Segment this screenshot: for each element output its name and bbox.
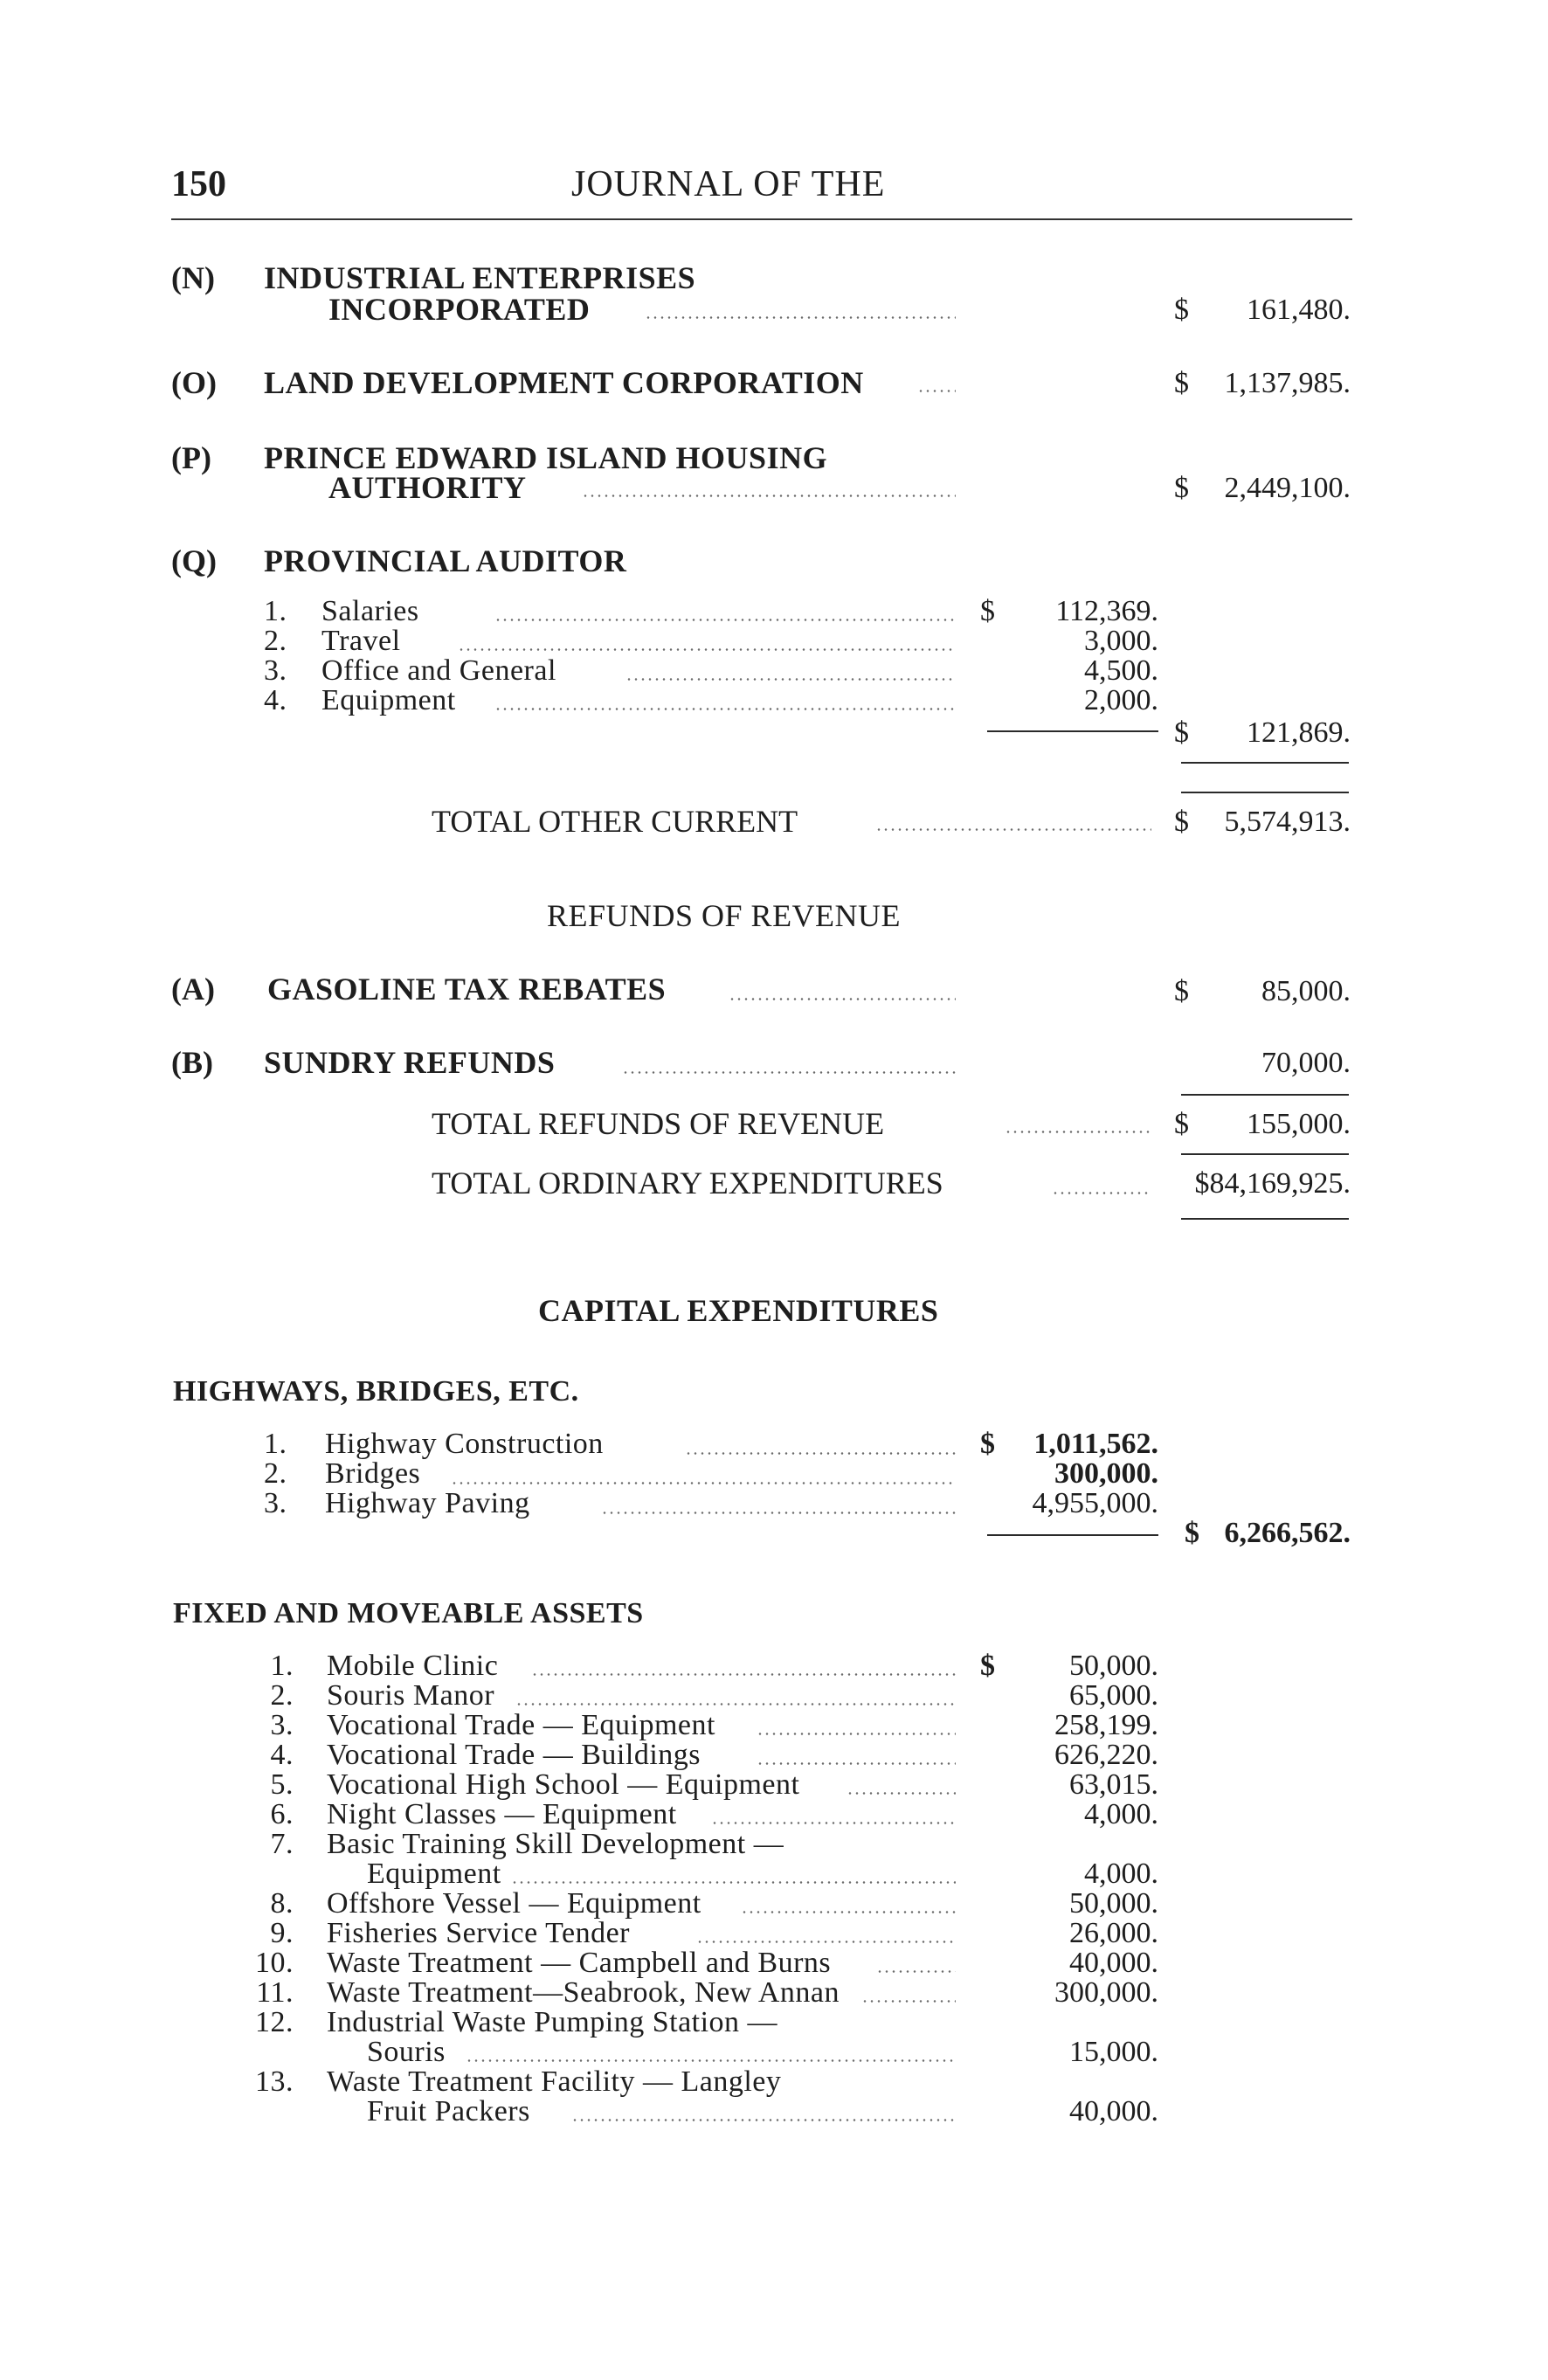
item-label: Basic Training Skill Development — — [327, 1828, 784, 1860]
item-number: 7. — [270, 1828, 294, 1860]
item-number: 1. — [270, 1650, 294, 1682]
item-amount: 65,000. — [1069, 1679, 1158, 1712]
total-other-current-amount: 5,574,913. — [1224, 806, 1351, 838]
item-amount: 15,000. — [1069, 2036, 1158, 2068]
section-a-dollar: $ — [1174, 975, 1189, 1007]
leader-dots — [645, 316, 956, 319]
section-code-o: (O) — [171, 365, 217, 400]
section-a-amount: 85,000. — [1261, 975, 1351, 1007]
section-code-a: (A) — [171, 972, 215, 1007]
leader-dots — [531, 1673, 956, 1676]
item-amount: 4,955,000. — [1032, 1487, 1158, 1519]
highways-heading: HIGHWAYS, BRIDGES, ETC. — [173, 1375, 579, 1408]
item-label: Bridges — [325, 1457, 421, 1490]
total-other-current-label: TOTAL OTHER CURRENT — [432, 804, 798, 839]
item-amount: 1,011,562. — [1033, 1428, 1158, 1460]
item-amount: 63,015. — [1069, 1768, 1158, 1801]
leader-dots — [696, 1941, 956, 1943]
item-label: Office and General — [321, 654, 556, 687]
leader-dots — [466, 2059, 956, 2062]
leader-dots — [515, 1703, 956, 1705]
section-q-total-dollar: $ — [1174, 716, 1189, 749]
item-number: 4. — [270, 1739, 294, 1771]
item-number: 8. — [270, 1887, 294, 1920]
leader-dots — [511, 1881, 956, 1884]
leader-dots — [582, 495, 956, 497]
item-amount: 300,000. — [1054, 1457, 1158, 1490]
item-number: 3. — [264, 654, 287, 687]
section-n-label-line1: INDUSTRIAL ENTERPRISES — [264, 260, 696, 295]
total-ordinary-amount: $84,169,925. — [1194, 1167, 1351, 1200]
leader-dots — [451, 1482, 956, 1484]
item-amount: 4,000. — [1084, 1798, 1158, 1830]
item-label: Vocational Trade — Equipment — [327, 1709, 715, 1741]
item-amount: 2,000. — [1084, 684, 1158, 716]
highways-total-dollar: $ — [1185, 1517, 1199, 1549]
section-n-amount: 161,480. — [1247, 294, 1351, 326]
item-label-continued: Souris — [367, 2036, 446, 2068]
item-number: 11. — [256, 1976, 294, 2009]
total-refunds-dollar: $ — [1174, 1108, 1189, 1140]
item-number: 12. — [255, 2006, 294, 2038]
item-amount: 50,000. — [1069, 1887, 1158, 1920]
leader-dots — [1052, 1192, 1151, 1194]
total-rule — [1181, 792, 1349, 793]
section-o-amount: 1,137,985. — [1224, 367, 1351, 399]
section-a-label: GASOLINE TAX REBATES — [267, 972, 667, 1007]
item-amount: 112,369. — [1055, 595, 1158, 627]
item-amount: 26,000. — [1069, 1917, 1158, 1949]
fixed-assets-heading: FIXED AND MOVEABLE ASSETS — [173, 1597, 644, 1629]
leader-dots — [685, 1452, 956, 1455]
item-number: 5. — [270, 1768, 294, 1801]
item-dollar: $ — [980, 1428, 995, 1460]
total-refunds-label: TOTAL REFUNDS OF REVENUE — [432, 1106, 885, 1141]
page-number: 150 — [171, 164, 226, 204]
item-dollar: $ — [980, 1650, 995, 1682]
section-p-amount: 2,449,100. — [1224, 472, 1351, 504]
item-amount: 3,000. — [1084, 625, 1158, 657]
item-label: Salaries — [321, 595, 419, 627]
item-dollar: $ — [980, 595, 995, 627]
capital-heading: CAPITAL EXPENDITURES — [538, 1293, 939, 1328]
item-number: 3. — [270, 1709, 294, 1741]
item-label: Waste Treatment—Seabrook, New Annan — [327, 1976, 840, 2009]
leader-dots — [917, 390, 956, 392]
leader-dots — [622, 1071, 956, 1074]
section-code-b: (B) — [171, 1045, 213, 1080]
item-label: Offshore Vessel — Equipment — [327, 1887, 701, 1920]
section-p-dollar: $ — [1174, 472, 1189, 504]
section-code-p: (P) — [171, 440, 211, 475]
item-number: 2. — [264, 625, 287, 657]
total-rule — [1181, 1218, 1349, 1220]
section-n-label-line2: INCORPORATED — [328, 292, 591, 327]
leader-dots — [861, 2000, 956, 2003]
item-label: Vocational Trade — Buildings — [327, 1739, 701, 1771]
item-label-continued: Equipment — [367, 1858, 501, 1890]
item-number: 1. — [264, 1428, 287, 1460]
total-refunds-amount: 155,000. — [1247, 1108, 1351, 1140]
item-label-continued: Fruit Packers — [367, 2095, 530, 2127]
section-code-q: (Q) — [171, 543, 217, 578]
item-label: Waste Treatment Facility — Langley — [327, 2065, 782, 2098]
item-label: Industrial Waste Pumping Station — — [327, 2006, 778, 2038]
item-label: Fisheries Service Tender — [327, 1917, 631, 1949]
section-b-label: SUNDRY REFUNDS — [264, 1045, 556, 1080]
item-amount: 4,500. — [1084, 654, 1158, 687]
total-rule — [1181, 1094, 1349, 1096]
leader-dots — [847, 1792, 956, 1795]
section-p-label-line1: PRINCE EDWARD ISLAND HOUSING — [264, 440, 828, 475]
item-amount: 258,199. — [1054, 1709, 1158, 1741]
leader-dots — [757, 1733, 956, 1735]
leader-dots — [494, 619, 956, 621]
item-number: 13. — [255, 2065, 294, 2098]
leader-dots — [458, 648, 956, 651]
leader-dots — [1005, 1131, 1151, 1133]
leader-dots — [741, 1911, 956, 1913]
section-q-total: 121,869. — [1247, 716, 1351, 749]
item-number: 10. — [255, 1947, 294, 1979]
section-o-label: LAND DEVELOPMENT CORPORATION — [264, 365, 864, 400]
leader-dots — [876, 1970, 956, 1973]
item-number: 4. — [264, 684, 287, 716]
leader-dots — [571, 2119, 956, 2121]
item-label: Night Classes — Equipment — [327, 1798, 677, 1830]
section-n-dollar: $ — [1174, 294, 1189, 326]
item-label: Equipment — [321, 684, 456, 716]
section-o-dollar: $ — [1174, 367, 1189, 399]
item-number: 3. — [264, 1487, 287, 1519]
item-number: 1. — [264, 595, 287, 627]
page-title: JOURNAL OF THE — [571, 164, 886, 204]
subtotal-rule — [987, 730, 1158, 732]
total-other-current-dollar: $ — [1174, 806, 1189, 838]
item-amount: 40,000. — [1069, 1947, 1158, 1979]
leader-dots — [757, 1762, 956, 1765]
item-amount: 300,000. — [1054, 1976, 1158, 2009]
leader-dots — [711, 1822, 956, 1824]
header-rule — [171, 218, 1352, 220]
total-ordinary-label: TOTAL ORDINARY EXPENDITURES — [432, 1166, 943, 1200]
item-amount: 50,000. — [1069, 1650, 1158, 1682]
item-number: 2. — [264, 1457, 287, 1490]
section-b-amount: 70,000. — [1261, 1047, 1351, 1079]
item-label: Waste Treatment — Campbell and Burns — [327, 1947, 832, 1979]
item-label: Mobile Clinic — [327, 1650, 499, 1682]
item-label: Highway Paving — [325, 1487, 530, 1519]
section-p-label-line2: AUTHORITY — [328, 470, 527, 505]
subtotal-rule — [987, 1534, 1158, 1536]
section-q-label: PROVINCIAL AUDITOR — [264, 543, 627, 578]
refunds-heading: REFUNDS OF REVENUE — [547, 898, 902, 933]
item-number: 9. — [270, 1917, 294, 1949]
total-rule — [1181, 762, 1349, 764]
leader-dots — [625, 678, 956, 681]
item-label: Travel — [321, 625, 401, 657]
item-label: Highway Construction — [325, 1428, 604, 1460]
leader-dots — [875, 828, 1151, 831]
leader-dots — [729, 998, 956, 1000]
item-number: 6. — [270, 1798, 294, 1830]
item-amount: 626,220. — [1054, 1739, 1158, 1771]
item-label: Souris Manor — [327, 1679, 495, 1712]
item-label: Vocational High School — Equipment — [327, 1768, 800, 1801]
highways-total: 6,266,562. — [1224, 1517, 1351, 1549]
item-number: 2. — [270, 1679, 294, 1712]
item-amount: 40,000. — [1069, 2095, 1158, 2127]
leader-dots — [494, 708, 956, 710]
total-rule — [1181, 1153, 1349, 1155]
item-amount: 4,000. — [1084, 1858, 1158, 1890]
section-code-n: (N) — [171, 260, 215, 295]
leader-dots — [601, 1512, 956, 1514]
